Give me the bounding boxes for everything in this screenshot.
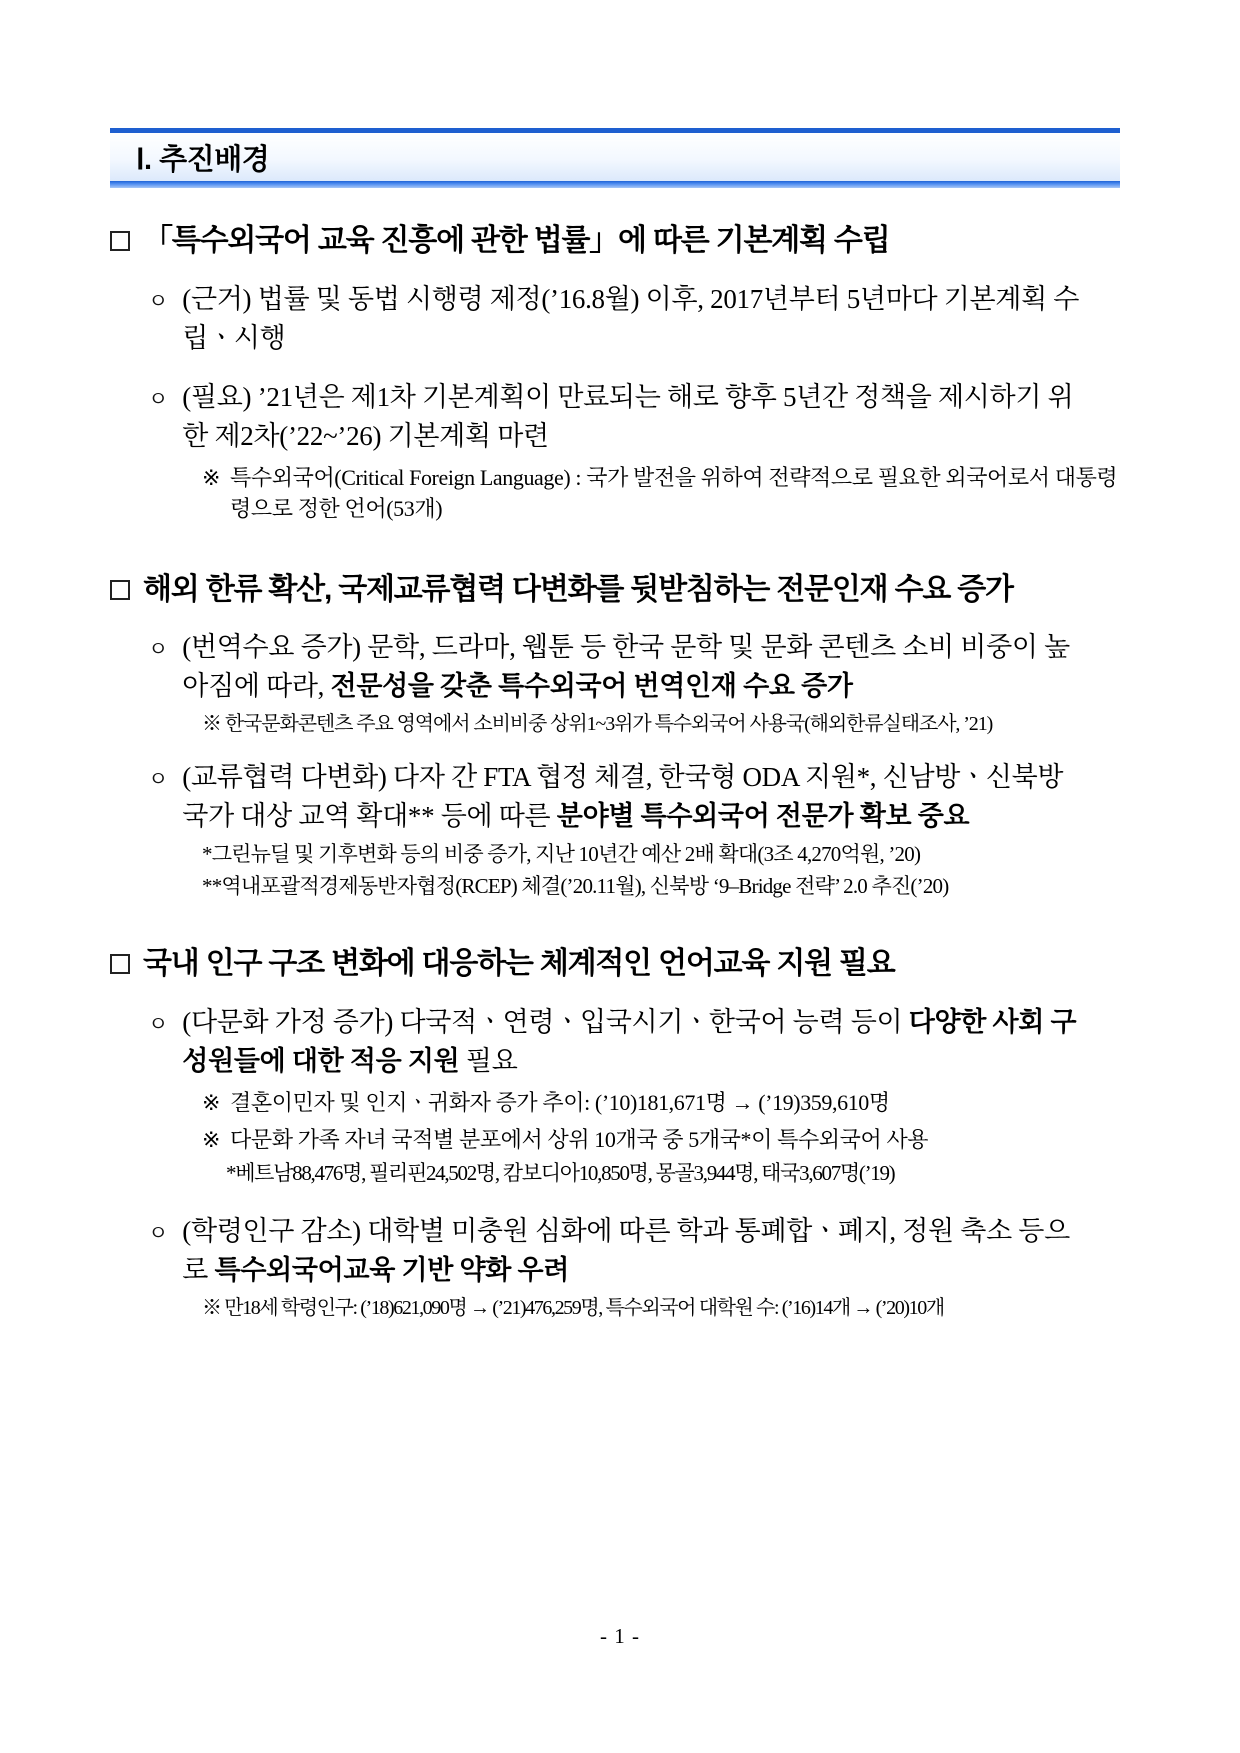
list-item-text-emphasis: 전문성을 갖춘 특수외국어 번역인재 수요 증가 xyxy=(330,671,853,702)
reference-note-text: 다문화 가족 자녀 국적별 분포에서 상위 10개국 중 5개국*이 특수외국어 사용 xyxy=(230,1127,929,1153)
list-item xyxy=(110,378,1130,456)
circle-bullet-icon: ㅇ xyxy=(148,637,169,662)
circle-bullet-icon: ㅇ xyxy=(148,386,169,411)
list-item-text xyxy=(182,1003,1082,1081)
reference-note-text: 결혼이민자 및 인지ㆍ귀화자 증가 추이: (’10)181,671명 → (’19)359,610명 xyxy=(230,1090,890,1116)
list-item-text-part-a: (다문화 가정 증가) 다국적ㆍ연령ㆍ입국시기ㆍ한국어 능력 등이 xyxy=(182,1006,909,1037)
reference-note xyxy=(202,1087,1130,1118)
reference-mark-icon: ※ xyxy=(202,1090,221,1116)
list-item-text-emphasis: 분야별 특수외국어 전문가 확보 중요 xyxy=(556,801,970,832)
reference-mark-icon: ※ xyxy=(202,713,221,736)
section-header-band xyxy=(110,128,1120,188)
list-item-text xyxy=(182,758,1082,836)
circle-bullet-icon: ㅇ xyxy=(148,767,169,792)
heading-2-text: 해외 한류 확산, 국제교류협력 다변화를 뒷받침하는 전문인재 수요 증가 xyxy=(143,572,1013,606)
list-item xyxy=(110,280,1130,358)
content-block-1 xyxy=(110,222,1130,525)
section-title: Ⅰ. 추진배경 xyxy=(136,143,270,176)
reference-note xyxy=(202,1294,1130,1322)
page-content xyxy=(110,128,1130,1322)
band-body xyxy=(110,133,1120,181)
reference-note xyxy=(202,710,1130,738)
reference-mark-icon: ※ xyxy=(202,465,221,491)
heading-1-text: 「특수외국어 교육 진흥에 관한 법률」에 따른 기본계획 수립 xyxy=(143,224,890,257)
reference-note xyxy=(202,462,1130,524)
list-item-text xyxy=(182,628,1082,706)
footnote-1: *베트남88,476명, 필리핀24,502명, 캄보디아10,850명, 몽골3,944명, 태국3,607명(’19) xyxy=(226,1160,895,1185)
content-block-2 xyxy=(110,571,1130,902)
content-block-3 xyxy=(110,945,1130,1322)
list-item-text-part-c: 필요 xyxy=(459,1046,518,1077)
list-item xyxy=(110,758,1130,836)
list-item-text: (근거) 법률 및 동법 시행령 제정(’16.8월) 이후, 2017년부터 5년마다 기본계획 수립ㆍ시행 xyxy=(182,283,1080,353)
reference-note-text: 특수외국어(Critical Foreign Language) : 국가 발전을 위하여 전략적으로 필요한 외국어로서 대통령령으로 정한 언어(53개) xyxy=(230,465,1118,522)
band-bottom-rule xyxy=(110,181,1120,188)
circle-bullet-icon: ㅇ xyxy=(148,1221,169,1246)
square-bullet-icon xyxy=(110,954,130,974)
list-item xyxy=(110,628,1130,706)
circle-bullet-icon: ㅇ xyxy=(148,288,169,313)
list-item xyxy=(110,1212,1130,1290)
reference-note xyxy=(202,1124,1130,1155)
heading-3 xyxy=(110,945,1130,983)
heading-3-text: 국내 인구 구조 변화에 대응하는 체계적인 언어교육 지원 필요 xyxy=(143,947,895,981)
square-bullet-icon xyxy=(110,231,130,251)
list-item-text-part-a: (번역수요 증가) 문학, 드라마, 웹툰 등 한국 문학 및 문화 콘텐츠 소비 비중이 높아짐에 따라, xyxy=(182,632,1070,702)
page-number: - 1 - xyxy=(600,1624,640,1648)
list-item-text-part-a: (학령인구 감소) 대학별 미충원 심화에 따른 학과 통폐합ㆍ폐지, 정원 축소 등으로 xyxy=(182,1216,1070,1286)
reference-note-text: 한국문화콘텐츠 주요 영역에서 소비비중 상위1~3위가 특수외국어 사용국(해외한류실태조사, ’21) xyxy=(224,713,993,736)
heading-2 xyxy=(110,571,1130,609)
reference-mark-icon: ※ xyxy=(202,1127,221,1153)
footnote-1: *그린뉴딜 및 기후변화 등의 비중 증가, 지난 10년간 예산 2배 확대(3조 4,270억원, ’20) xyxy=(202,841,921,866)
list-item-text xyxy=(182,1212,1082,1290)
list-item-text-emphasis: 다양한 사회 구성원들에 대한 적응 지원 xyxy=(182,1006,1077,1077)
square-bullet-icon xyxy=(110,580,130,600)
list-item-text-emphasis: 특수외국어교육 기반 약화 우려 xyxy=(214,1255,570,1286)
heading-1 xyxy=(110,222,1130,260)
circle-bullet-icon: ㅇ xyxy=(148,1011,169,1036)
reference-note-text: 만18세 학령인구: (’18)621,090명 → (’21)476,259명, 특수외국어 대학원 수: (’16)14개 → (’20)10개 xyxy=(224,1297,944,1320)
reference-mark-icon: ※ xyxy=(202,1297,221,1320)
list-item xyxy=(110,1003,1130,1081)
list-item-text: (필요) ’21년은 제1차 기본계획이 만료되는 해로 향후 5년간 정책을 제시하기 위한 제2차(’22~’26) 기본계획 마련 xyxy=(182,381,1074,451)
footnote-2: **역내포괄적경제동반자협정(RCEP) 체결(’20.11월), 신북방 ‘9–Bridge 전략’ 2.0 추진(’20) xyxy=(202,874,949,899)
list-item-text-part-a: (교류협력 다변화) 다자 간 FTA 협정 체결, 한국형 ODA 지원*, 신남방ㆍ신북방 국가 대상 교역 확대** 등에 따른 xyxy=(182,762,1064,832)
